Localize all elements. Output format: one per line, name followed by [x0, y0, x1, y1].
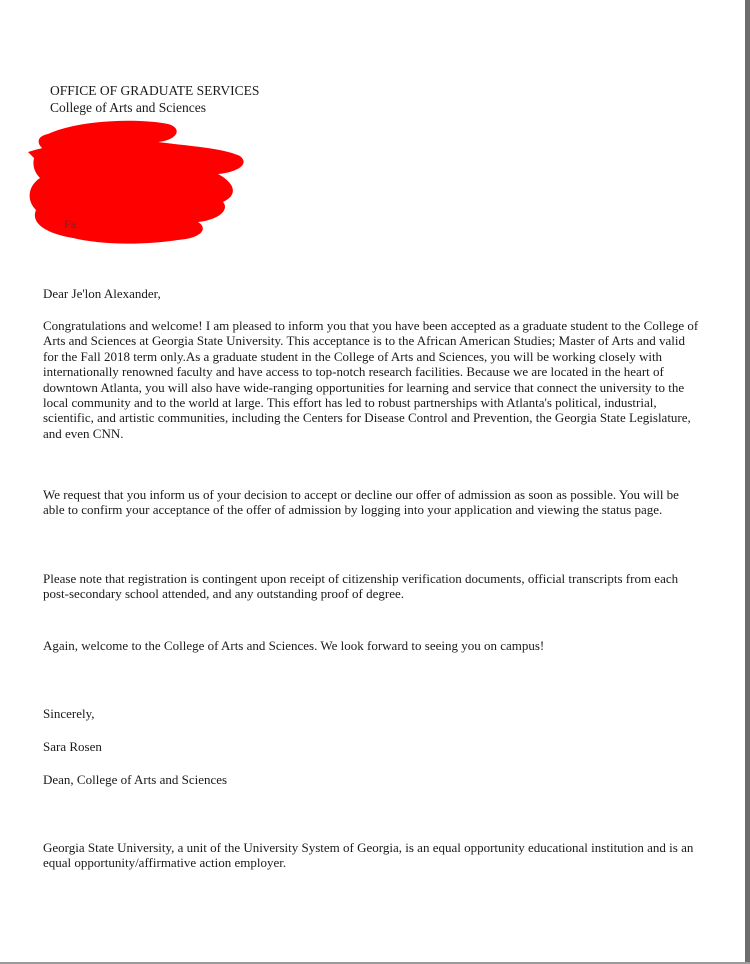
salutation: Dear Je'lon Alexander,	[43, 286, 161, 301]
page-edge-right	[745, 0, 750, 964]
signer-title: Dean, College of Arts and Sciences	[43, 772, 228, 787]
body-paragraph-welcome: Again, welcome to the College of Arts and Sciences. We look forward to seeing you on campus!	[43, 638, 545, 653]
letterhead	[50, 82, 259, 116]
signer-name: Sara Rosen	[43, 739, 102, 754]
redaction-scribble	[18, 112, 250, 248]
svg-text:Fa: Fa	[64, 217, 76, 231]
office-name: OFFICE OF GRADUATE SERVICES	[50, 83, 260, 98]
body-paragraph-registration: Please note that registration is contingent upon receipt of citizenship verification documents, official transcripts from each post-secondary school attended, and any outstanding proof of degree.	[43, 571, 679, 602]
body-paragraph-acceptance: Congratulations and welcome! I am pleased to inform you that you have been accepted as a graduate student to the College of Arts and Sciences at Georgia State University. This acceptance is to the African American Studies; Master of Arts and valid for the Fall 2018 term only.As a graduate student in the College of Arts and Sciences, you will be working closely with internationally renowned faculty and have access to top-notch research facilities. Because we are located in the heart of downtown Atlanta, you will also have wide-ranging opportunities for learning and service that connect the university to the local community and to the world at large. This effort has led to robust partnerships with Atlanta's political, industrial, scientific, and artistic communities, including the Centers for Disease Control and Prevention, the Georgia State Legislature, and even CNN.	[43, 318, 699, 441]
equal-opportunity-footer: Georgia State University, a unit of the University System of Georgia, is an equal opportunity educational institution and is an equal opportunity/affirmative action employer.	[43, 840, 694, 871]
college-name: College of Arts and Sciences	[50, 100, 206, 115]
body-paragraph-decision: We request that you inform us of your decision to accept or decline our offer of admission as soon as possible. You will be able to confirm your acceptance of the offer of admission by logging into your application and viewing the status page.	[43, 487, 679, 518]
closing: Sincerely,	[43, 706, 95, 721]
